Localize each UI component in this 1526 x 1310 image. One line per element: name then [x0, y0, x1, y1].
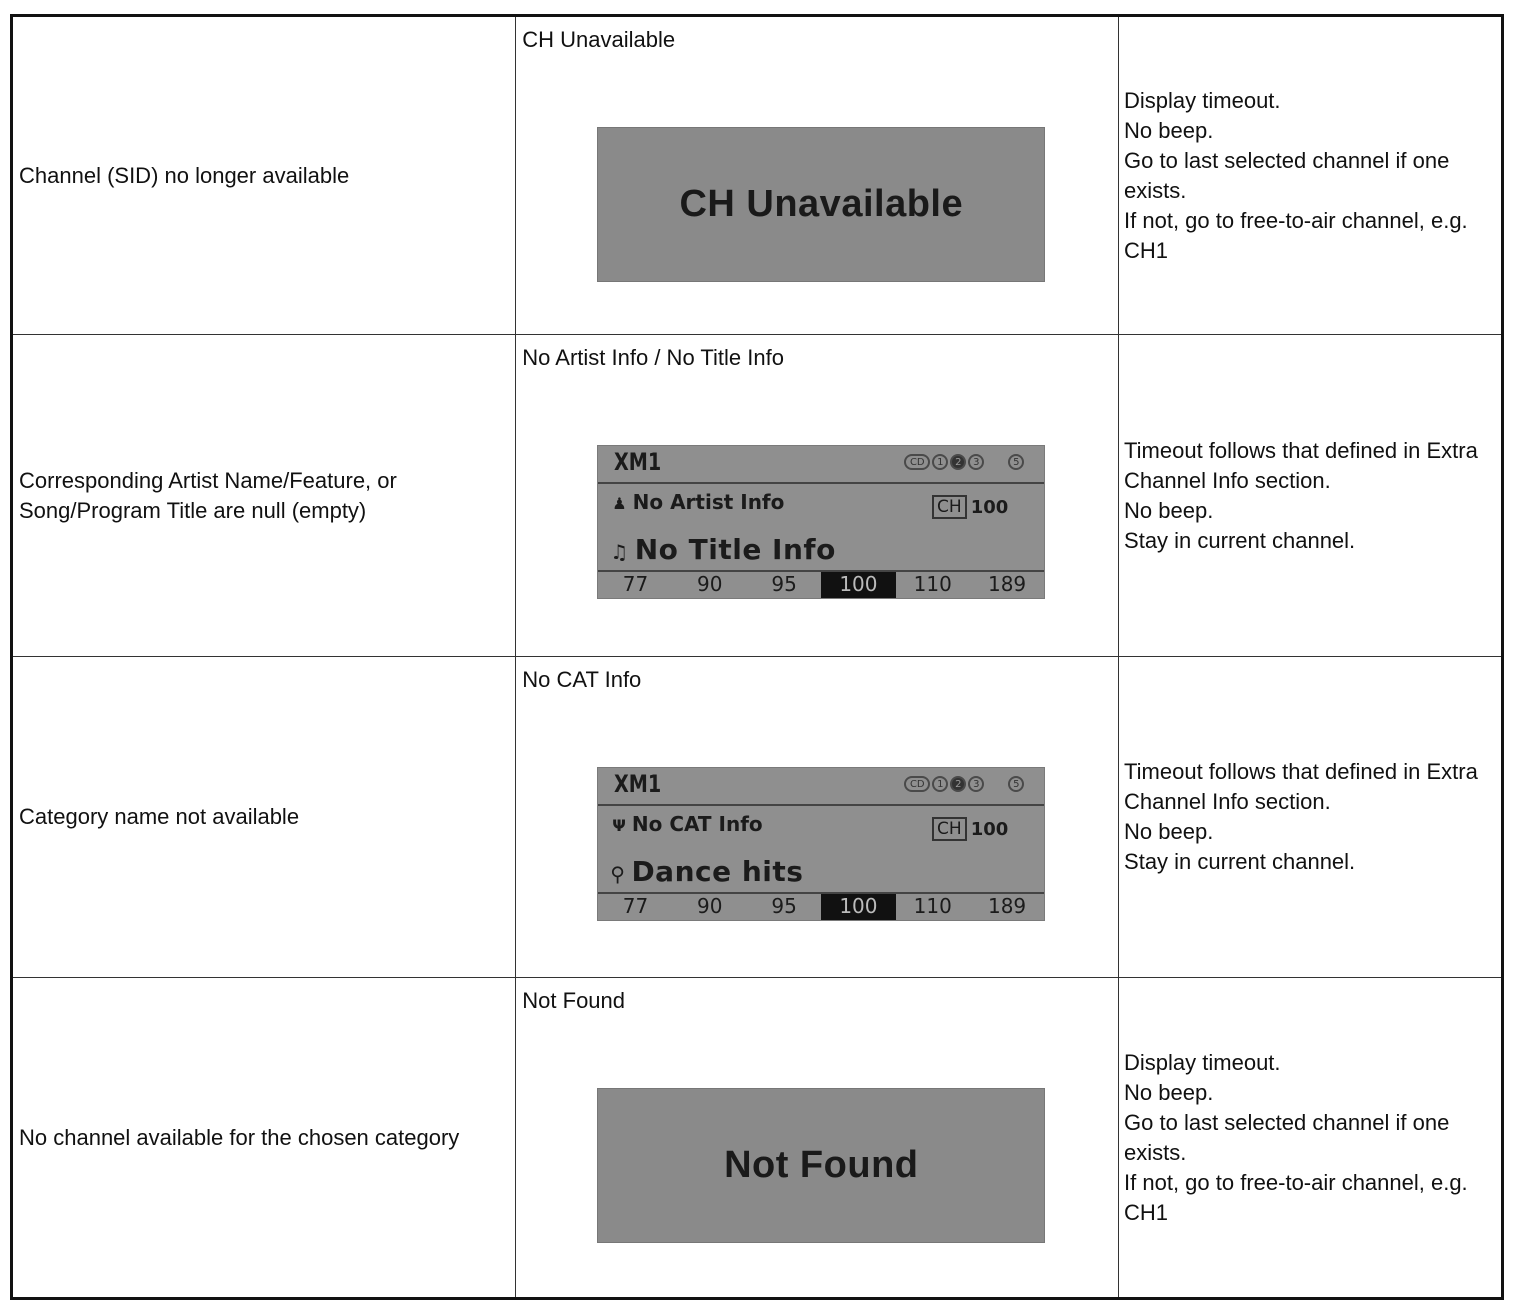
display-caption: No Artist Info / No Title Info — [522, 345, 784, 370]
ch-number: 100 — [970, 496, 1009, 518]
channel-item-selected: 100 — [821, 894, 895, 920]
preset-5-icon: 5 — [1008, 776, 1024, 792]
radio-display — [597, 767, 1045, 921]
category-text: No CAT Info — [631, 812, 763, 836]
divider — [598, 804, 1044, 806]
display-cell — [516, 978, 1119, 1299]
channel-bar — [598, 892, 1044, 920]
behavior-cell — [1119, 978, 1503, 1299]
channel-indicator — [932, 495, 1008, 519]
person-icon: ♟ — [612, 494, 627, 513]
channel-item: 110 — [913, 894, 952, 918]
title-text: No Title Info — [634, 533, 836, 566]
channel-item: 95 — [771, 894, 797, 918]
preset-5-icon: 5 — [1008, 454, 1024, 470]
microphone-icon: ⚲ — [610, 862, 626, 886]
condition-cell — [12, 657, 516, 978]
message-display — [597, 1088, 1045, 1243]
condition-text: No channel available for the chosen category — [19, 1124, 460, 1150]
channel-item: 77 — [622, 894, 649, 918]
condition-text: Corresponding Artist Name/Feature, or Song/Program Title are null (empty) — [19, 467, 397, 523]
preset-1-icon: 1 — [932, 454, 948, 470]
behavior-text: Timeout follows that defined in Extra Channel Info section. No beep. Stay in current channel. — [1124, 759, 1478, 874]
ch-number: 100 — [970, 818, 1009, 840]
condition-cell — [12, 16, 516, 335]
display-caption: CH Unavailable — [522, 27, 676, 52]
preset-cd-icon: CD — [904, 454, 930, 470]
channel-item: 90 — [697, 894, 723, 918]
behavior-cell — [1119, 335, 1503, 657]
channel-item: 95 — [771, 572, 797, 596]
preset-1-icon: 1 — [932, 776, 948, 792]
channel-bar — [598, 570, 1044, 598]
preset-2-icon: 2 — [950, 776, 966, 792]
ch-label: CH — [932, 495, 967, 519]
display-cell — [516, 335, 1119, 657]
behavior-text: Timeout follows that defined in Extra Channel Info section. No beep. Stay in current channel. — [1124, 437, 1478, 553]
channel-item: 110 — [913, 572, 952, 596]
condition-text: Channel (SID) no longer available — [19, 162, 350, 188]
condition-cell — [12, 335, 516, 657]
preset-3-icon: 3 — [968, 454, 984, 470]
channel-item-selected: 100 — [821, 572, 895, 598]
title-line — [610, 533, 836, 566]
channel-name-text: Dance hits — [631, 855, 804, 888]
message-text: Not Found — [724, 1144, 919, 1186]
antenna-icon: Ψ — [612, 816, 626, 835]
preset-indicators — [904, 776, 1024, 792]
table-row — [12, 16, 1503, 335]
message-display — [597, 127, 1045, 282]
ch-label: CH — [932, 817, 967, 841]
behavior-cell — [1119, 16, 1503, 335]
channel-item: 90 — [697, 572, 723, 596]
display-caption: No CAT Info — [522, 667, 642, 692]
behavior-table — [10, 14, 1504, 1300]
display-caption: Not Found — [522, 988, 626, 1013]
condition-text: Category name not available — [19, 804, 300, 829]
condition-cell — [12, 978, 516, 1299]
behavior-text: Display timeout. No beep. Go to last selected channel if one exists. If not, go to free-to-air channel, e.g. CH1 — [1124, 1049, 1468, 1225]
preset-2-icon: 2 — [950, 454, 966, 470]
channel-item: 189 — [987, 572, 1027, 596]
behavior-text: Display timeout. No beep. Go to last selected channel if one exists. If not, go to free-to-air channel, e.g. CH1 — [1124, 87, 1468, 263]
display-cell — [516, 657, 1119, 978]
channel-item: 77 — [622, 572, 649, 596]
channel-name-line — [610, 855, 803, 888]
preset-3-icon: 3 — [968, 776, 984, 792]
table-row — [12, 978, 1503, 1299]
behavior-cell — [1119, 657, 1503, 978]
display-cell — [516, 16, 1119, 335]
artist-text: No Artist Info — [632, 490, 785, 514]
category-line — [612, 812, 762, 836]
band-label: XM1 — [614, 448, 662, 476]
band-label: XM1 — [614, 770, 662, 798]
preset-cd-icon: CD — [904, 776, 930, 792]
radio-display — [597, 445, 1045, 599]
music-note-icon: ♫ — [610, 540, 629, 564]
message-text: CH Unavailable — [679, 183, 964, 225]
channel-item: 189 — [987, 894, 1027, 918]
preset-indicators — [904, 454, 1024, 470]
table-row — [12, 335, 1503, 657]
channel-indicator — [932, 817, 1008, 841]
table-row — [12, 657, 1503, 978]
divider — [598, 482, 1044, 484]
artist-line — [612, 490, 784, 514]
